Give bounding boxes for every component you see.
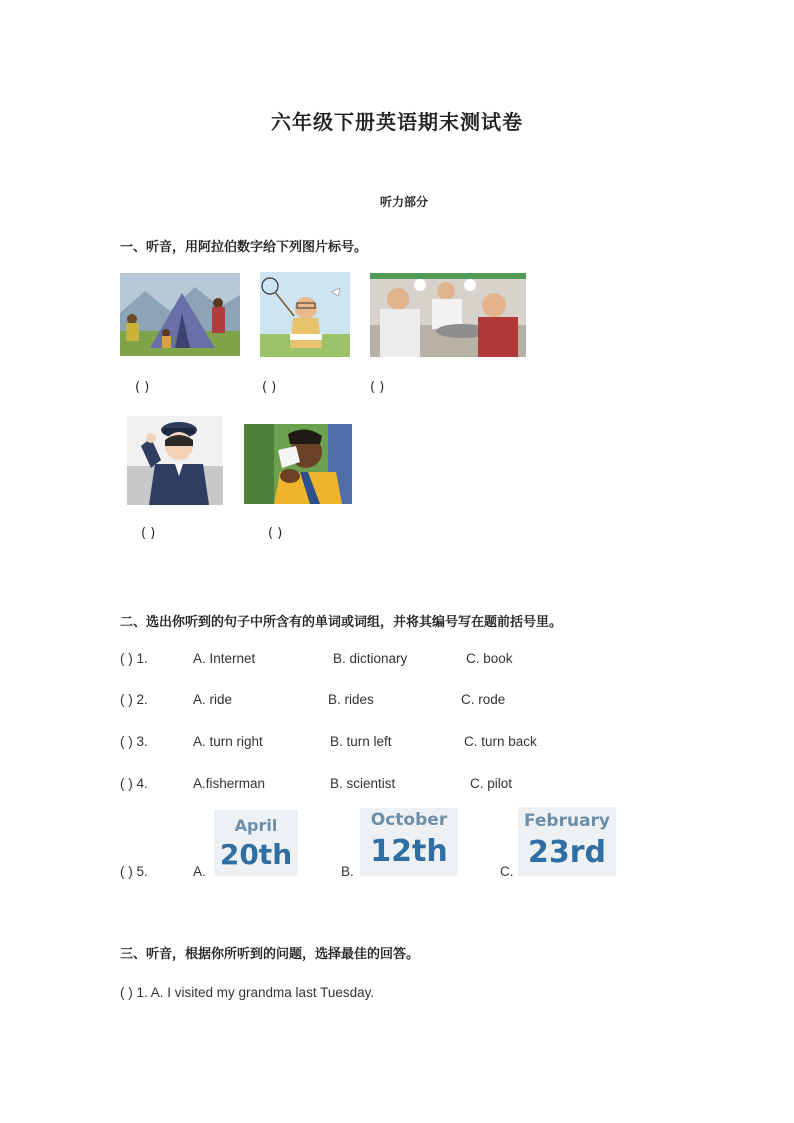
section-1-heading: 一、听音，用阿拉伯数字给下列图片标号。 — [120, 240, 368, 255]
question-2-2-option-c: C. rode — [461, 692, 506, 707]
date-card-february-month: February — [523, 811, 611, 831]
question-2-2-option-b: B. rides — [328, 692, 374, 707]
picture-blank-4[interactable]: ( ) — [141, 526, 156, 541]
question-2-1-option-a: A. Internet — [193, 651, 256, 666]
date-card-october — [360, 808, 458, 876]
picture-blank-2[interactable]: ( ) — [262, 380, 277, 395]
date-card-april-day: 20th — [219, 838, 293, 871]
question-2-5-number[interactable]: ( ) 5. — [120, 864, 148, 879]
catching-butterfly-picture — [260, 272, 350, 357]
question-2-4-number[interactable]: ( ) 4. — [120, 776, 148, 791]
question-2-5-option-a: A. — [193, 864, 206, 879]
date-card-february — [518, 807, 616, 876]
question-2-4-option-a: A.fisherman — [193, 776, 266, 791]
boy-crying-picture — [244, 424, 352, 504]
date-card-april-month: April — [234, 816, 278, 835]
question-2-1-option-b: B. dictionary — [333, 651, 408, 666]
question-2-3-number[interactable]: ( ) 3. — [120, 734, 148, 749]
question-2-4-option-c: C. pilot — [470, 776, 513, 791]
date-card-october-month: October — [370, 810, 448, 830]
picture-blank-1[interactable]: ( ) — [135, 380, 150, 395]
picture-blank-5[interactable]: ( ) — [268, 526, 283, 541]
question-2-2-option-a: A. ride — [193, 692, 233, 707]
date-card-february-day: 23rd — [527, 835, 607, 870]
section-3-heading: 三、听音，根据你所听到的问题，选择最佳的回答。 — [120, 947, 420, 962]
question-2-4-option-b: B. scientist — [330, 776, 396, 791]
question-2-1-option-c: C. book — [466, 651, 513, 666]
cooking-class-picture — [370, 273, 526, 357]
section-2-heading: 二、选出你听到的句子中所含有的单词或词组，并将其编号写在题前括号里。 — [120, 615, 563, 630]
question-2-5-option-b: B. — [341, 864, 354, 879]
question-2-2-number[interactable]: ( ) 2. — [120, 692, 148, 707]
question-3-1[interactable]: ( ) 1. A. I visited my grandma last Tuesday. — [120, 985, 375, 1000]
question-2-5-option-c: C. — [500, 864, 514, 879]
date-card-october-day: 12th — [370, 834, 448, 869]
question-2-1-number[interactable]: ( ) 1. — [120, 651, 148, 666]
date-card-april — [214, 810, 298, 876]
tent-camping-picture — [120, 273, 240, 356]
question-2-3-option-b: B. turn left — [330, 734, 392, 749]
picture-blank-3[interactable]: ( ) — [370, 380, 385, 395]
question-2-3-option-c: C. turn back — [464, 734, 537, 749]
page-title: 六年级下册英语期末测试卷 — [271, 110, 523, 134]
police-salute-picture — [127, 416, 223, 505]
question-2-3-option-a: A. turn right — [193, 734, 263, 749]
section-subtitle: 听力部分 — [380, 195, 429, 209]
